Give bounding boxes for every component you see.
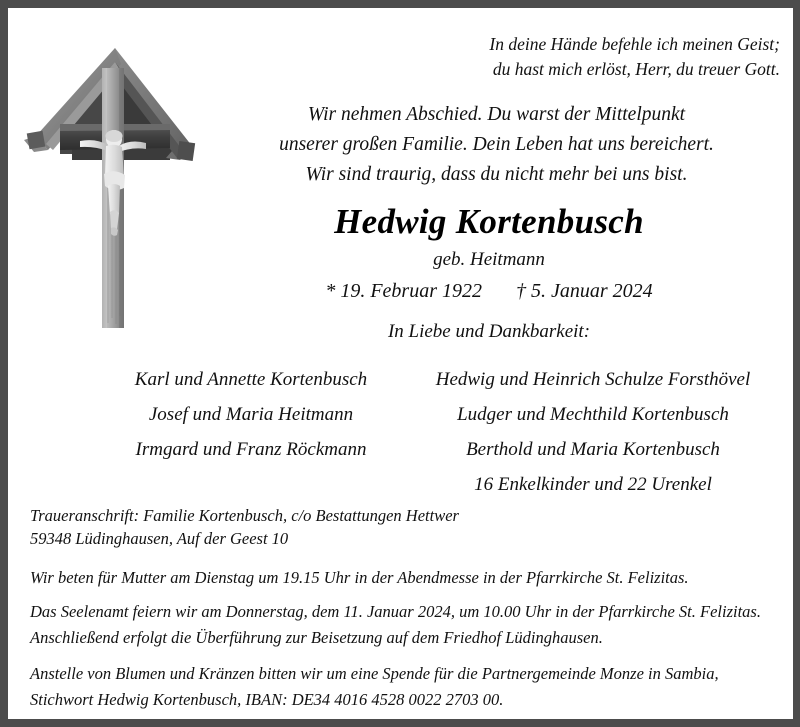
address-line-1: Traueranschrift: Familie Kortenbusch, c/o Bestattungen Hettwer	[30, 506, 459, 525]
farewell-line-3: Wir sind traurig, dass du nicht mehr bei uns bist.	[305, 164, 688, 185]
death-date: † 5. Januar 2024	[516, 280, 653, 302]
farewell-line-1: Wir nehmen Abschied. Du warst der Mittelpunkt	[307, 104, 686, 125]
family-member: Irmgard und Franz Röckmann	[135, 439, 367, 460]
life-dates	[198, 276, 780, 306]
prayer-announcement: Wir beten für Mutter am Dienstag um 19.15 Uhr in der Abendmesse in der Pfarrkirche St. Felizitas.	[30, 568, 689, 587]
family-member: Ludger und Mechthild Kortenbusch	[457, 404, 729, 425]
birth-date: * 19. Februar 1922	[325, 280, 482, 302]
mourning-address	[30, 504, 770, 550]
family-member: Karl und Annette Kortenbusch	[134, 369, 368, 390]
family-member: Josef und Maria Heitmann	[148, 404, 354, 425]
family-column-left	[96, 362, 406, 502]
verse-line-2: du hast mich erlöst, Herr, du treuer Gott.	[492, 59, 780, 79]
address-line-2: 59348 Lüdinghausen, Auf der Geest 10	[30, 529, 289, 548]
deceased-block	[198, 200, 780, 306]
farewell-line-2: unserer großen Familie. Dein Leben hat uns bereichert.	[279, 134, 714, 155]
gratitude-heading: In Liebe und Dankbarkeit:	[387, 321, 591, 342]
family-member: Berthold und Maria Kortenbusch	[466, 439, 720, 460]
donation-request: Anstelle von Blumen und Kränzen bitten wir um eine Spende für die Partnergemeinde Monze in Sambia, Stichwort Hedwig Kortenbusch, IBAN: DE34 4016 4528 0022 2703 00.	[30, 664, 719, 709]
family-names	[96, 362, 780, 502]
family-member: Hedwig und Heinrich Schulze Forsthövel	[435, 369, 751, 390]
scripture-verse	[258, 32, 780, 82]
deceased-name: Hedwig Kortenbusch	[334, 202, 644, 241]
family-member: 16 Enkelkinder und 22 Urenkel	[474, 474, 712, 495]
family-column-right	[406, 362, 780, 502]
farewell-message	[213, 100, 780, 190]
notice-sheet	[8, 8, 793, 719]
requiem-mass-announcement: Das Seelenamt feiern wir am Donnerstag, dem 11. Januar 2024, um 10.00 Uhr in der Pfarrkirche St. Felizitas. Anschließend erfolgt die Überführung zur Beisetzung auf dem Friedhof Lüdinghausen.	[30, 602, 761, 647]
crucifix-photo	[20, 18, 210, 328]
verse-line-1: In deine Hände befehle ich meinen Geist;	[489, 34, 780, 54]
maiden-name: geb. Heitmann	[433, 249, 545, 270]
